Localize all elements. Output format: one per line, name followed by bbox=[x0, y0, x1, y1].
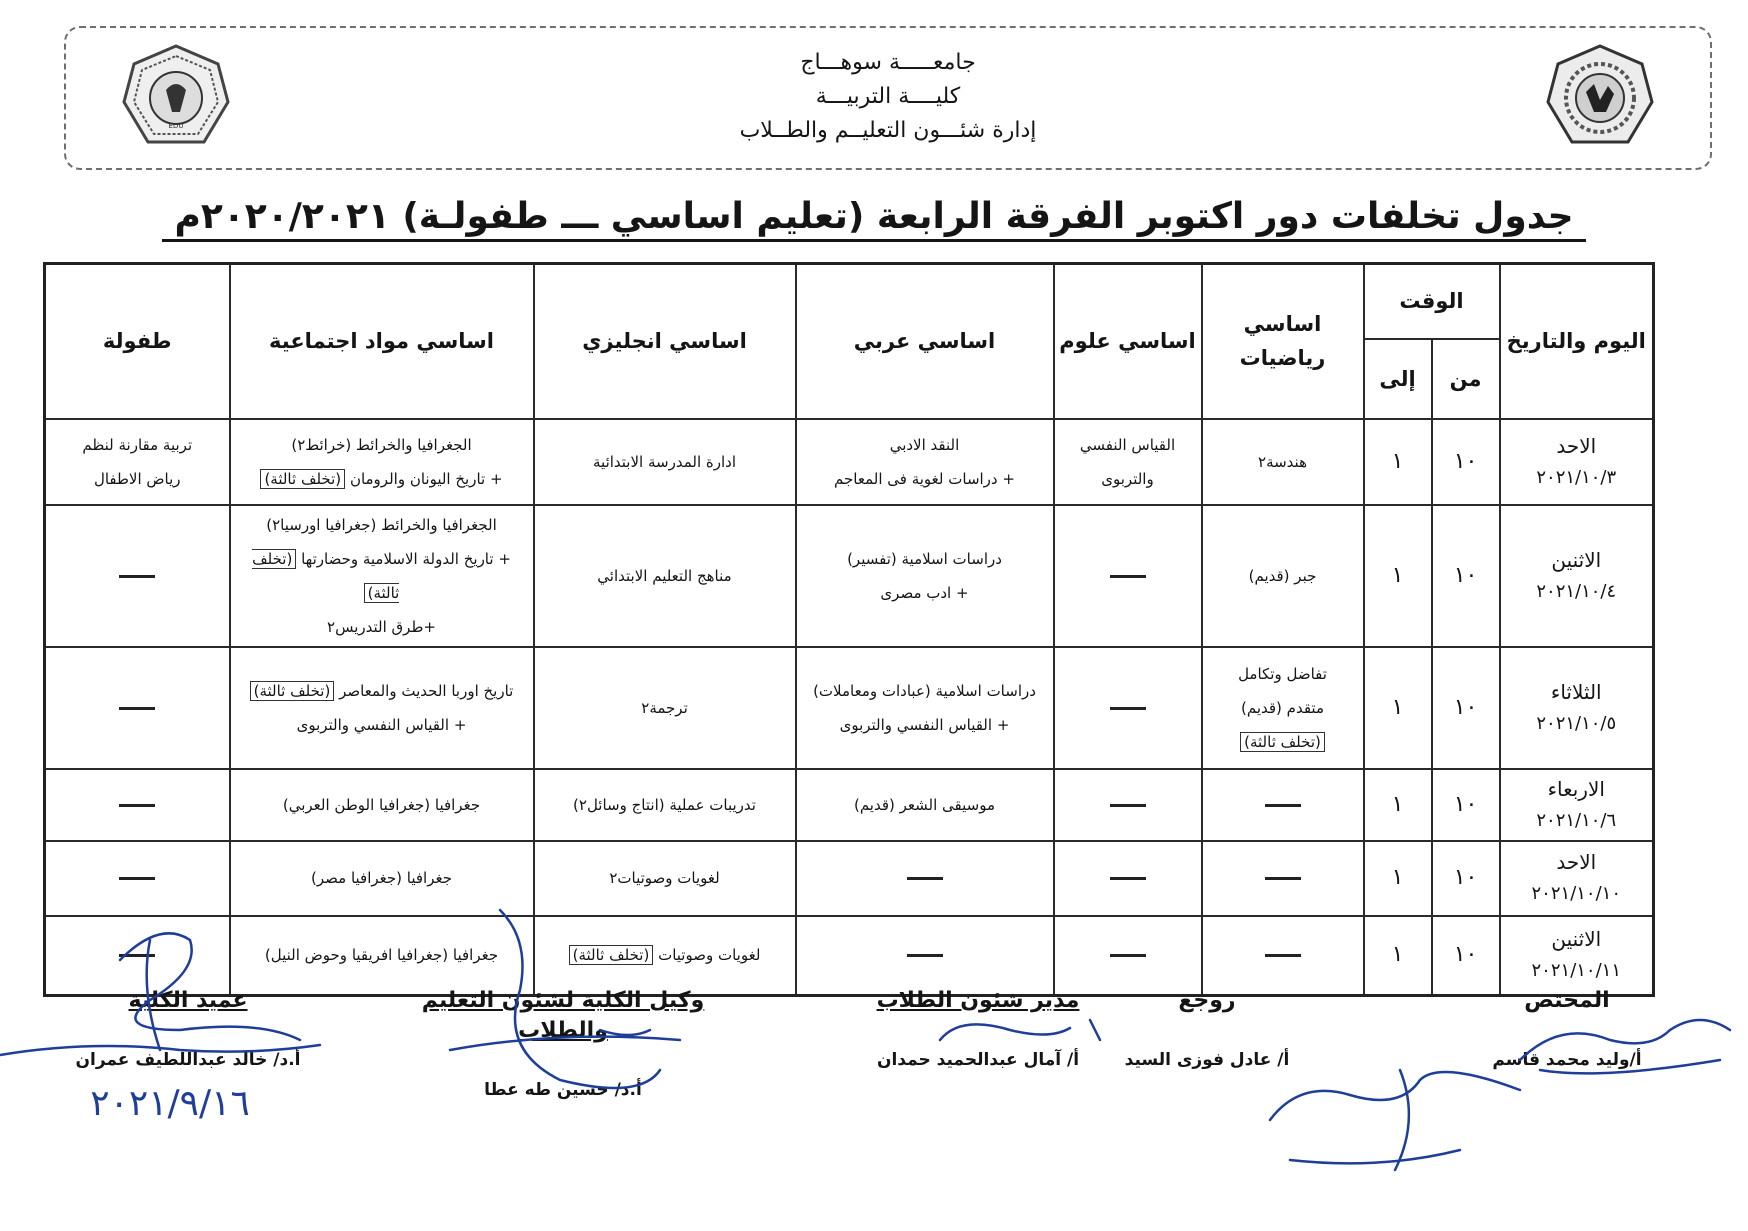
letterhead bbox=[64, 26, 1712, 170]
english-cell: ادارة المدرسة الابتدائية bbox=[534, 419, 796, 505]
empty-dash bbox=[1265, 804, 1301, 807]
university-name: جامعـــــة سوهـــاج bbox=[800, 50, 976, 75]
day-date-cell: الاحد ٢٠٢١/١٠/٣ bbox=[1500, 419, 1654, 505]
english-cell: لغويات وصوتيات (تخلف ثالثة) bbox=[534, 916, 796, 996]
col-header-math: اساسي رياضيات bbox=[1202, 264, 1364, 419]
university-seal-logo bbox=[1544, 42, 1656, 154]
col-header-childhood: طفولة bbox=[45, 264, 230, 419]
col-header-day: اليوم والتاريخ bbox=[1500, 264, 1654, 419]
english-cell: تدريبات عملية (انتاج وسائل٢) bbox=[534, 769, 796, 841]
arabic-cell: موسيقى الشعر (قديم) bbox=[796, 769, 1054, 841]
arabic-cell: دراسات اسلامية (عبادات ومعاملات) + القياس النفسي والتربوى bbox=[796, 647, 1054, 769]
institution-block bbox=[66, 46, 1710, 148]
empty-dash bbox=[119, 804, 155, 807]
time-to-cell: ١ bbox=[1364, 769, 1432, 841]
empty-dash bbox=[1110, 804, 1146, 807]
english-cell: لغويات وصوتيات٢ bbox=[534, 841, 796, 916]
english-cell: ترجمة٢ bbox=[534, 647, 796, 769]
math-cell: تفاضل وتكامل متقدم (قديم) (تخلف ثالثة) bbox=[1202, 647, 1364, 769]
time-to-cell: ١ bbox=[1364, 841, 1432, 916]
day-date-cell: الاربعاء ٢٠٢١/١٠/٦ bbox=[1500, 769, 1654, 841]
col-header-from: من bbox=[1432, 339, 1500, 419]
day-date-cell: الاثنين ٢٠٢١/١٠/١١ bbox=[1500, 916, 1654, 996]
col-header-arabic: اساسي عربي bbox=[796, 264, 1054, 419]
childhood-cell: تربية مقارنة لنظم رياض الاطفال bbox=[45, 419, 230, 505]
time-to-cell: ١ bbox=[1364, 419, 1432, 505]
col-header-science: اساسي علوم bbox=[1054, 264, 1202, 419]
time-to-cell: ١ bbox=[1364, 505, 1432, 647]
social-cell: الجغرافيا والخرائط (خرائط٢) + تاريخ اليونان والرومان (تخلف ثالثة) bbox=[230, 419, 534, 505]
math-cell: جبر (قديم) bbox=[1202, 505, 1364, 647]
time-from-cell: ١٠ bbox=[1432, 916, 1500, 996]
childhood-cell bbox=[45, 505, 230, 647]
signature-reviewed: روجع أ/ عادل فوزى السيد bbox=[1124, 988, 1290, 1070]
childhood-cell bbox=[45, 647, 230, 769]
signature-specialist: المختص أ/وليد محمد قاسم bbox=[1492, 988, 1642, 1070]
time-from-cell: ١٠ bbox=[1432, 769, 1500, 841]
time-from-cell: ١٠ bbox=[1432, 841, 1500, 916]
math-cell: هندسة٢ bbox=[1202, 419, 1364, 505]
arabic-cell: دراسات اسلامية (تفسير) + ادب مصرى bbox=[796, 505, 1054, 647]
social-cell: جغرافيا (جغرافيا افريقيا وحوض النيل) bbox=[230, 916, 534, 996]
social-cell: الجغرافيا والخرائط (جغرافيا اورسيا٢) + تاريخ الدولة الاسلامية وحضارتها (تخلف ثالثة) +طرق التدريس٢ bbox=[230, 505, 534, 647]
time-from-cell: ١٠ bbox=[1432, 505, 1500, 647]
empty-dash bbox=[119, 575, 155, 578]
day-date-cell: الاحد ٢٠٢١/١٠/١٠ bbox=[1500, 841, 1654, 916]
document-title: جدول تخلفات دور اكتوبر الفرقة الرابعة (تعليم اساسي ـــ طفولـة) ٢٠٢٠/٢٠٢١م bbox=[40, 196, 1708, 237]
time-to-cell: ١ bbox=[1364, 647, 1432, 769]
time-to-cell: ١ bbox=[1364, 916, 1432, 996]
day-date-cell: الثلاثاء ٢٠٢١/١٠/٥ bbox=[1500, 647, 1654, 769]
table-row bbox=[45, 419, 1654, 505]
empty-dash bbox=[1110, 707, 1146, 710]
signature-vice-dean: وكيل الكلية لشئون التعليم والطلاب أ.د/ حسين طه عطا bbox=[421, 988, 705, 1100]
table-row bbox=[45, 769, 1654, 841]
science-cell bbox=[1054, 769, 1202, 841]
english-cell: مناهج التعليم الابتدائي bbox=[534, 505, 796, 647]
empty-dash bbox=[119, 707, 155, 710]
table-row bbox=[45, 647, 1654, 769]
handwritten-date: ٢٠٢١/٩/١٦ bbox=[90, 1083, 250, 1124]
col-header-time: الوقت bbox=[1364, 264, 1500, 339]
childhood-cell bbox=[45, 769, 230, 841]
col-header-to: إلى bbox=[1364, 339, 1432, 419]
day-date-cell: الاثنين ٢٠٢١/١٠/٤ bbox=[1500, 505, 1654, 647]
science-cell: القياس النفسي والتربوى bbox=[1054, 419, 1202, 505]
col-header-social: اساسي مواد اجتماعية bbox=[230, 264, 534, 419]
department-name: إدارة شئـــون التعليــم والطــلاب bbox=[739, 118, 1037, 143]
social-cell: جغرافيا (جغرافيا مصر) bbox=[230, 841, 534, 916]
science-cell bbox=[1054, 647, 1202, 769]
signature-affairs-manager: مدير شئون الطلاب أ/ آمال عبدالحميد حمدان bbox=[876, 988, 1080, 1070]
math-cell bbox=[1202, 769, 1364, 841]
col-header-english: اساسي انجليزي bbox=[534, 264, 796, 419]
table-row bbox=[45, 505, 1654, 647]
social-cell: جغرافيا (جغرافيا الوطن العربي) bbox=[230, 769, 534, 841]
science-cell bbox=[1054, 505, 1202, 647]
arabic-cell: النقد الادبي + دراسات لغوية فى المعاجم bbox=[796, 419, 1054, 505]
svg-text:EDU: EDU bbox=[168, 122, 184, 130]
faculty-name: كليــــة التربيـــة bbox=[815, 84, 961, 109]
signature-dean: عميد الكلية أ.د/ خالد عبداللطيف عمران bbox=[75, 988, 301, 1070]
time-from-cell: ١٠ bbox=[1432, 419, 1500, 505]
handwritten-signatures bbox=[0, 880, 1748, 1231]
empty-dash bbox=[1110, 575, 1146, 578]
social-cell: تاريخ اوربا الحديث والمعاصر (تخلف ثالثة) + القياس النفسي والتربوى bbox=[230, 647, 534, 769]
time-from-cell: ١٠ bbox=[1432, 647, 1500, 769]
